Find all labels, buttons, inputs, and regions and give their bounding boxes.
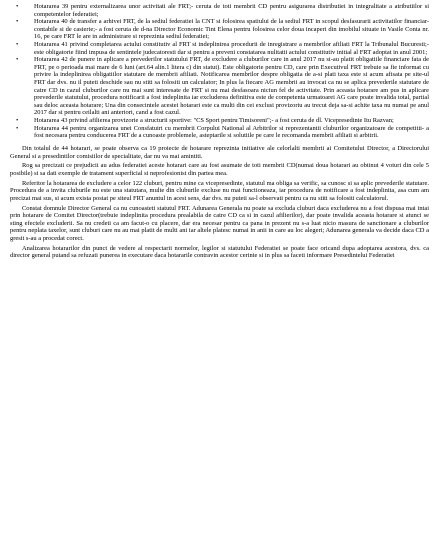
paragraph: Analizarea hotararilor din punct de vedere al respectarii normelor, legilor si statutului Federatiei se poate face oricand dupa adoptarea acestora, dvs. ca director general putand sa refuzati punerea in executare daca hotararile contravin acestor cerinte si in plus sa faceti informare Presedintelui Federatiei [10, 244, 429, 260]
list-item [10, 18, 429, 41]
paragraph: Constat domnule Director General ca nu cunoasteti statutul FRT. Adunarea Generala nu poate sa excluda cluburi daca excluderea nu a fost dispusa mai intai prin hotarare de Comitet Director(trebuie indeplinita procedura prealabila de catre CD ca si in cazul afilierilor), dar poate invalida aceasta hotarare si atunci se sting efectele excluderii. Sa nu credeti ca am facut-o cu placere, dar era necesar pentru ca pana in prezent nu s-a luat nicio masura de sanctionare a cluburilor pentru neplata taxelor, sunt cluburi care nu au mai platit de multi ani iar altele platesc numai in anii in care au loc alegeri; Adunarea generala va decide daca CD a gresit s-au a procedat corect. [10, 204, 429, 242]
list-item [10, 117, 429, 125]
bullet-icon: • [16, 41, 19, 49]
list-item [10, 56, 429, 116]
list-item-text: Hotararea 40 de transfer a arhivei FRT, de la sediul federatiei la CNT si folosirea spatiului de la sediul FRT in scopul desfasurarii activitatilor financiar-contabile si de casierie;- a fost ceruta de d-na Director Economic Tint Elena pentru folosirea celor doua incaperi din imobilul situate in Vasile Conta nr. 16, pe care FRT le are in administrare si reprezinta sediul federatiei; [34, 18, 429, 41]
bullet-icon: • [16, 56, 19, 64]
paragraph: Rog sa precizati ce prejudicii au adus federatiei aceste hotarari care au fost asumate de toti membrii CD(numai doua hotarari au obtinut 4 voturi din cele 5 posibile) si sa dati exemple de tratament superficial si neprofesionist din partea mea. [10, 162, 429, 177]
bullet-icon: • [16, 116, 19, 124]
decisions-list [10, 3, 429, 140]
bullet-icon: • [16, 3, 19, 10]
list-item-text: Hotararea 41 privind completarea actului constitutiv al FRT si indeplinirea procedurii de inregistrare a membrilor afiliati FRT la Tribunalul Bucuresti;- este obligatorie fiind impusa de sentintele judecatoresti dar si pentru a preveni constatarea nulitatii actului constitutiv initial al FRT adoptat in anul 2001; [34, 41, 429, 56]
paragraph: Referitor la hotararea de excludere a celor 122 cluburi, pentru mine ca vicepresedinte, statutul ma obliga sa verific, sa cunosc si sa aplic prevederile statutare. Procedura de a invita cluburile nu este una statutara, multe din cluburile excluse nu mai functioneaza, iar procedura de notificare a fost indeplinita, asa cum am precizat mai sus, si acum exista postat pe siteul FRT anuntul in acest sens, dar dvs. nu puteti sa-l observati pentru ca nu stiti sa folositi calculatorul. [10, 179, 429, 202]
list-item-text: Hotararea 43 privind afilierea provizorie a structurii sportive: "CS Sport pentru Timisoreni";- a fost ceruta de dl. Vicepresedinte Itu Razvan; [34, 116, 394, 124]
list-item-text: Hotararea 44 pentru organizarea unei Consfatuiri cu membrii Corpului National al Arbitrilor si reprezentantii cluburilor organizatoare de competitii- a fost necesara pentru conducerea FRT de a cunoaste problemele, asteptarile si solutiile pe care le recomanda membrii afiliati si arbitrii. [34, 124, 429, 140]
list-item [10, 3, 429, 18]
bullet-icon: • [16, 18, 19, 26]
list-item-text: Hotararea 42 de punere in aplicare a prevederilor statutului FRT, de excludere a cluburilor care in anul 2017 nu si-au platit obligatiile financiare fata de FRT, pe o perioada mai mare de 6 luni (art.64 alin.1 litera c) din statut). Este obligatorie pentru CD, care prin Executivul FRT trebuie sa fie informat cu privire la indeplinirea obligatiilor statutare de membrii afiliati. Notificarea membrilor despre obligatia de a-si plati taxa este si acum afisata pe site-ul FRT dar dvs. nu il puteti deschide sau nu stiti sa folositi un calculator; In plus la fiecare AG membrii au invocat ca nu se aplica prevederile statutare de catre CD in cazul cluburilor care nu mai sunt interesate de FRT si nu mai desfasoara niciun fel de activitate. Prin aceasta hotarare am pus in aplicare prevederile statutului, procedura notificarii a fost indeplinita iar excluderea definitiva este de competenta urmatoarei AG care poate invalida total, partial sau deloc aceasta hotarare; Una din consecintele acestei hotarari este ca multi din cei exclusi provizoriu au trecut deja sa-si achite taxa nu numai pe anul 2017 dar si pentru ceilalti ani anteriori, cand a fost cazul. [34, 56, 429, 117]
paragraph: Din totalul de 44 hotarari, se poate observa ca 19 proiecte de hotarare reprezinta initiative ale celorlalti membrii ai Comitetului Director, a Directorului General si a presedintilor comisiilor de specialitate, dar nu va mai amintiti. [10, 144, 429, 160]
bullet-icon: • [16, 124, 19, 132]
list-item [10, 125, 429, 140]
list-item-text: Hotararea 39 pentru externalizarea unor activitati ale FRT;- ceruta de toti membrii CD pentru asigurarea distributiei in integralitate a atributiilor si competentelor federatiei; [34, 3, 429, 18]
list-item [10, 41, 429, 56]
